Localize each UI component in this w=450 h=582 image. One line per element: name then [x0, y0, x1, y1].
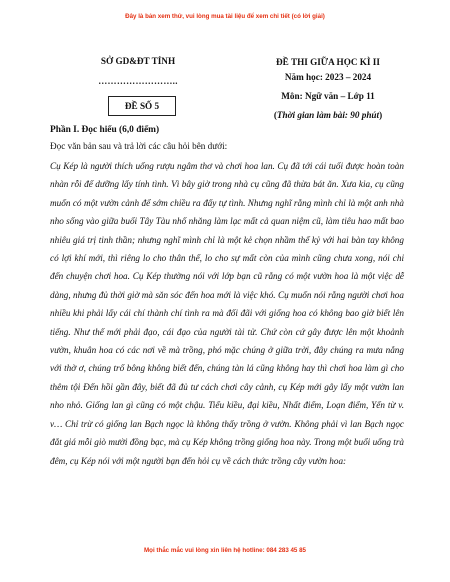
exam-title: ĐỀ THI GIỮA HỌC KÌ II: [276, 57, 380, 67]
exam-code-box: ĐỀ SỐ 5: [108, 96, 176, 116]
subject: Môn: Ngữ văn – Lớp 11: [281, 91, 375, 101]
header-left: [68, 56, 208, 86]
exam-time-label: Thời gian làm bài: 90 phút: [276, 110, 380, 120]
part1-title: Phần I. Đọc hiểu (6,0 điểm): [50, 125, 160, 135]
department-dots: ……………………..: [98, 76, 178, 86]
preview-banner-top: Đây là bản xem thử, vui lòng mua tài liệu để xem chi tiết (có lời giải): [125, 13, 325, 20]
instruction-text: Đọc văn bản sau và trả lời các câu hỏi bên dưới:: [50, 141, 228, 151]
department-name: SỞ GD&ĐT TỈNH: [100, 56, 176, 66]
hotline-banner-bottom: Mọi thắc mắc vui lòng xin liên hệ hotline: 084 283 45 85: [144, 547, 306, 554]
reading-passage: Cụ Kép là người thích uống rượu ngâm thơ và chơi hoa lan. Cụ đã tới cái tuổi được hoàn toàn nhàn rỗi để dưỡng lấy tính tình. Vì bây giờ trong nhà cụ cũng đã thừa bát ăn. Xưa kia, cụ cũng muốn có một vườn cảnh để sớm chiều ra đấy tự tình. Nhưng nghĩ rằng mình chỉ là một anh nhà nho sống vào giữa buổi Tây Tàu nhố nhăng làm lạc mất cả quan niệm cũ, làm tiêu hao mất bao nhiêu giá trị tinh thần; nhưng nghĩ mình chỉ là một kẻ chọn nhầm thế kỷ với hai bàn tay không có lợi khí mới, thì riêng lo cho thân thể, lo cho sự mất còn của mình cũng chưa xong, nói chi đến chuyện chơi hoa. Cụ Kép thường nói với lớp bạn cũ rằng có một vườn hoa là một việc dễ dàng, nhưng đủ thời giờ mà săn sóc đến hoa mới là việc khó. Cụ muốn nói rằng người chơi hoa nhiều khi phải lấy cái chí thành chí tình ra mà đối đãi với giống hoa có không bao giờ biết lên tiếng. Như thế mới phải đạo, cái đạo của người tài tử. Chứ còn cứ gây được lên một khoảnh vườn, khuân hoa có các nơi về mà trồng, phó mặc chúng ở giữa trời, đây chúng ra mưa nắng với thờ ơ, chúng trổ bông không biết đến, chúng tàn lá cũng không hay thì chơi hoa làm gì cho thêm tội Đến hồi gần đây, biết đã đủ tư cách chơi cây cảnh, cụ Kép mới gây lấy một vườn lan nho nhỏ. Giống lan gì cũng có một chậu. Tiểu kiều, đại kiều, Nhất điểm, Loạn điểm, Yến từ v. v… Chỉ trừ có giống lan Bạch ngọc là không thấy trồng ở vườn. Không phải vì lan Bạch ngọc đắt giá mỗi giò mười đồng bạc, mà cụ Kép không trồng giống hoa này. Trong một buổi uống trà đêm, cụ Kép nói với một người bạn đến hỏi cụ về cách thức trồng cây vườn hoa:: [50, 161, 404, 466]
school-year: Năm học: 2023 – 2024: [284, 72, 372, 82]
exam-time: (Thời gian làm bài: 90 phút): [273, 110, 383, 120]
header-right: [248, 56, 408, 125]
